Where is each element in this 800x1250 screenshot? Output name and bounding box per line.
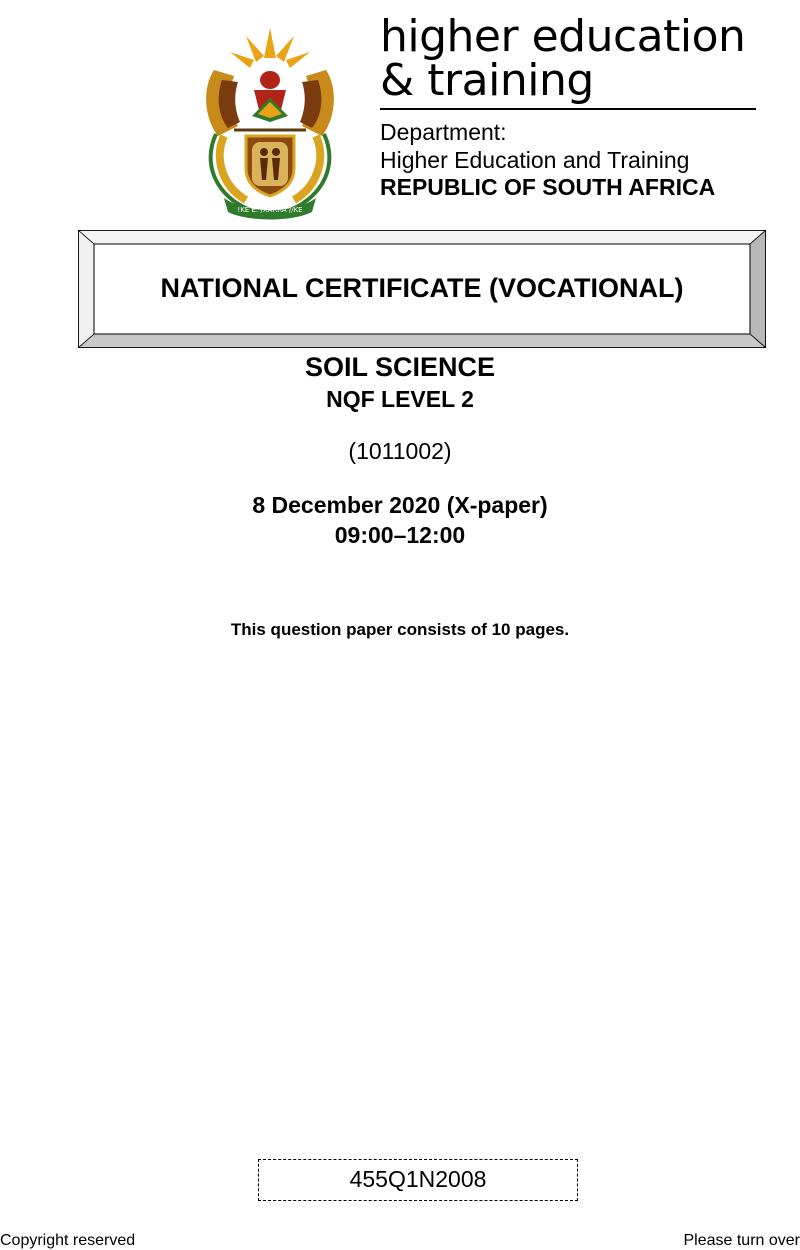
- country-name: REPUBLIC OF SOUTH AFRICA: [380, 174, 716, 200]
- brand-divider: [380, 108, 756, 110]
- bird-head: [260, 71, 280, 89]
- certificate-title: NATIONAL CERTIFICATE (VOCATIONAL): [160, 273, 684, 303]
- paper-code: 455Q1N2008: [258, 1159, 578, 1201]
- subject-code: (1011002): [348, 438, 452, 464]
- copyright-footer: Copyright reserved: [0, 1232, 136, 1249]
- motto-text: !KE E: /XARRA //KE: [237, 206, 303, 214]
- coat-of-arms-icon: [194, 18, 346, 220]
- subject-title: SOIL SCIENCE: [304, 352, 496, 382]
- exam-date: 8 December 2020 (X-paper): [252, 492, 548, 518]
- exam-time: 09:00–12:00: [334, 522, 466, 548]
- turn-over-footer: Please turn over: [683, 1232, 800, 1249]
- brand-line-1: higher education: [380, 11, 746, 62]
- brand-line-2: & training: [380, 55, 594, 106]
- department-name: Higher Education and Training: [380, 147, 690, 173]
- sun-rays: [230, 28, 310, 68]
- nqf-level: NQF LEVEL 2: [326, 386, 474, 412]
- page-count-note: This question paper consists of 10 pages.: [230, 620, 570, 639]
- department-label: Department:: [380, 119, 507, 145]
